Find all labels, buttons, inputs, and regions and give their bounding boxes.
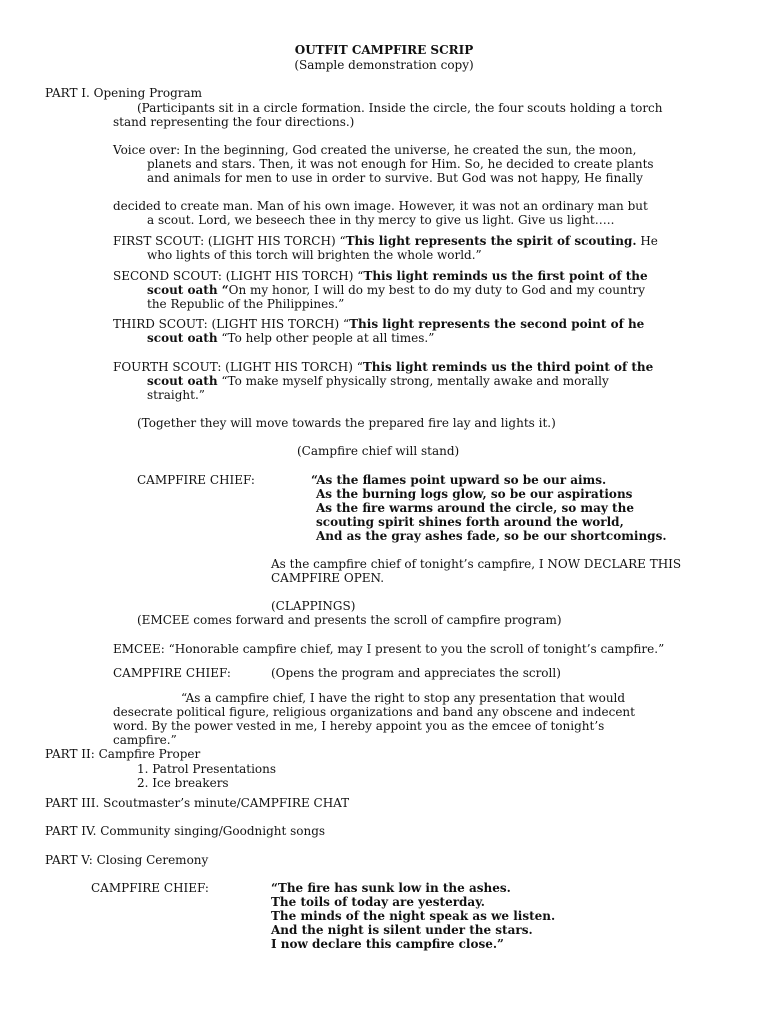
voice-over-line1: Voice over: In the beginning, God created the universe, he created the sun, the moon, (113, 143, 637, 157)
chief-opens-label: CAMPFIRE CHIEF: (113, 666, 231, 680)
part3-heading: PART III. Scoutmaster’s minute/CAMPFIRE CHAT (45, 796, 350, 810)
chief-opens-direction: (Opens the program and appreciates the scroll) (271, 666, 561, 680)
part4-heading: PART IV. Community singing/Goodnight songs (45, 824, 326, 838)
campfire-chief-label: CAMPFIRE CHIEF: (137, 473, 255, 487)
part5-heading: PART V: Closing Ceremony (45, 853, 209, 867)
closing-verse-line: I now declare this campfire close.” (271, 937, 504, 951)
third-scout-quote: This light represents the second point of he (349, 317, 645, 331)
fourth-scout-line1 (113, 360, 653, 374)
voice-over-line2: planets and stars. Then, it was not enough for Him. So, he decided to create plants (147, 157, 654, 171)
second-scout-oath-text: On my honor, I will do my best to do my duty to God and my country (228, 283, 646, 297)
part2-item: 2. Ice breakers (137, 776, 229, 790)
voice-over-line4: decided to create man. Man of his own image. However, it was not an ordinary man but (113, 199, 648, 213)
first-scout-label: FIRST SCOUT: (LIGHT HIS TORCH) “ (113, 234, 346, 248)
part1-intro-line2: stand representing the four directions.) (113, 115, 355, 129)
second-scout-line3: the Republic of the Philippines.” (147, 297, 345, 311)
chief-verse-line4: scouting spirit shines forth around the world, (316, 515, 624, 529)
fourth-scout-line3: straight.” (147, 388, 205, 402)
second-scout-label: SECOND SCOUT: (LIGHT HIS TORCH) “ (113, 269, 364, 283)
part1-heading: PART I. Opening Program (45, 86, 203, 100)
part1-intro-line1: (Participants sit in a circle formation. Inside the circle, the four scouts holding a torch (137, 101, 663, 115)
together-direction: (Together they will move towards the prepared fire lay and lights it.) (137, 416, 556, 430)
fourth-scout-label: FOURTH SCOUT: (LIGHT HIS TORCH) “ (113, 360, 363, 374)
closing-verse-line: The minds of the night speak as we listen. (271, 909, 556, 923)
part2-heading: PART II: Campfire Proper (45, 747, 201, 761)
chief-rights-line1: “As a campfire chief, I have the right to stop any presentation that would (181, 691, 626, 705)
voice-over-line5: a scout. Lord, we beseech thee in thy mercy to give us light. Give us light….. (147, 213, 615, 227)
chief-verse-line3: As the fire warms around the circle, so may the (316, 501, 634, 515)
closing-verse-line: The toils of today are yesterday. (271, 895, 485, 909)
document-subtitle: (Sample demonstration copy) (294, 58, 474, 72)
chief-rights-line2: desecrate political figure, religious organizations and band any obscene and indecent (113, 705, 635, 719)
chief-rights-line3: word. By the power vested in me, I hereby appoint you as the emcee of tonight’s (113, 719, 605, 733)
third-scout-oath-text: “To help other people at all times.” (217, 331, 435, 345)
fourth-scout-oath-text: “To make myself physically strong, mentally awake and morally (217, 374, 609, 388)
fourth-scout-oath: scout oath (147, 374, 218, 388)
emcee-line: EMCEE: “Honorable campfire chief, may I present to you the scroll of tonight’s campfire.” (113, 642, 665, 656)
second-scout-oath: scout oath “ (147, 283, 229, 297)
closing-verse-line: “The fire has sunk low in the ashes. (271, 881, 511, 895)
chief-verse-line1: “As the flames point upward so be our aims. (311, 473, 607, 487)
voice-over-line3: and animals for men to use in order to survive. But God was not happy, He finally (147, 171, 643, 185)
fourth-scout-line2 (147, 374, 609, 388)
second-scout-line1 (113, 269, 648, 283)
chief-stand-direction: (Campfire chief will stand) (297, 444, 460, 458)
declare-open-line1: As the campfire chief of tonight’s campfire, I NOW DECLARE THIS (271, 557, 682, 571)
chief-rights-line4: campfire.” (113, 733, 177, 747)
part2-item: 1. Patrol Presentations (137, 762, 277, 776)
second-scout-quote: This light reminds us the first point of the (363, 269, 648, 283)
first-scout-quote: This light represents the spirit of scouting. (345, 234, 637, 248)
third-scout-line1 (113, 317, 644, 331)
first-scout-tail: He (636, 234, 658, 248)
declare-open-line2: CAMPFIRE OPEN. (271, 571, 385, 585)
first-scout-line2: who lights of this torch will brighten the whole world.” (147, 248, 482, 262)
document-title: OUTFIT CAMPFIRE SCRIP (294, 43, 474, 57)
second-scout-line2 (147, 283, 645, 297)
first-scout-line1 (113, 234, 658, 248)
chief-verse-line2: As the burning logs glow, so be our aspirations (316, 487, 633, 501)
third-scout-line2 (147, 331, 434, 345)
third-scout-oath: scout oath (147, 331, 218, 345)
clappings-direction: (CLAPPINGS) (271, 599, 356, 613)
closing-chief-label: CAMPFIRE CHIEF: (91, 881, 209, 895)
fourth-scout-quote: This light reminds us the third point of the (362, 360, 654, 374)
closing-verse-line: And the night is silent under the stars. (271, 923, 533, 937)
third-scout-label: THIRD SCOUT: (LIGHT HIS TORCH) “ (113, 317, 350, 331)
chief-verse-line5: And as the gray ashes fade, so be our shortcomings. (316, 529, 667, 543)
emcee-comes-direction: (EMCEE comes forward and presents the scroll of campfire program) (137, 613, 562, 627)
